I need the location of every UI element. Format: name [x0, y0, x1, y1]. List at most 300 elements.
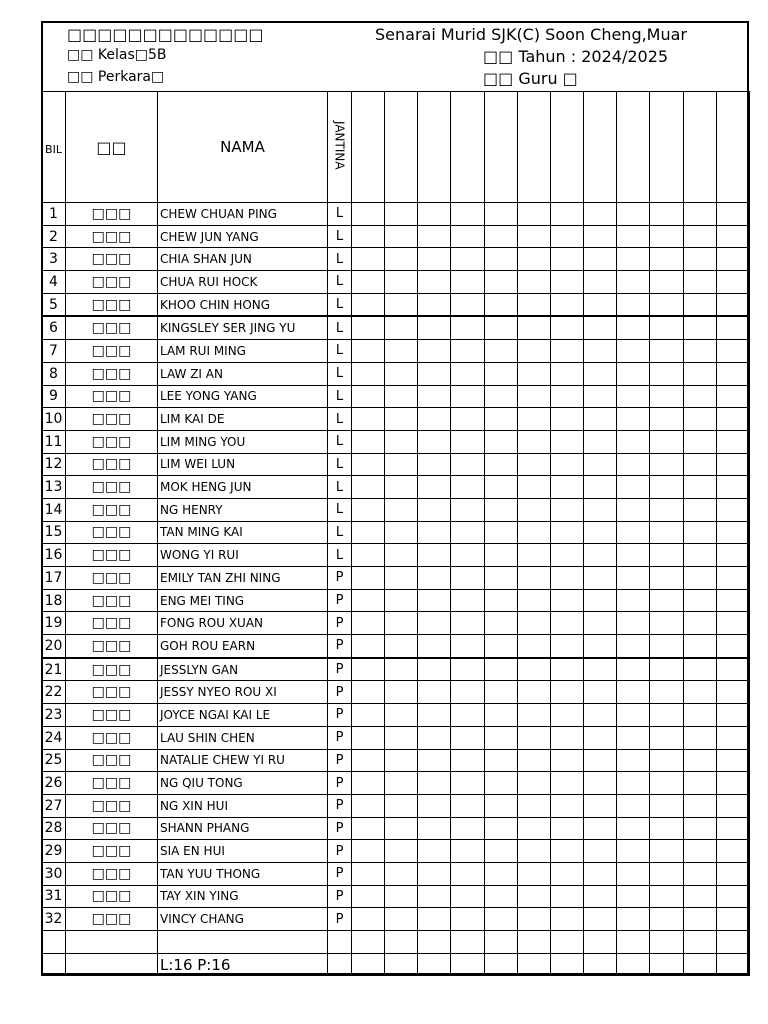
blank-cell[interactable] — [484, 521, 517, 544]
blank-cell[interactable] — [716, 794, 749, 817]
blank-cell[interactable] — [418, 749, 451, 772]
blank-cell[interactable] — [716, 726, 749, 749]
blank-cell[interactable] — [683, 385, 716, 408]
blank-cell[interactable] — [550, 271, 583, 294]
blank-cell[interactable] — [683, 635, 716, 658]
blank-cell[interactable] — [451, 340, 484, 363]
blank-cell[interactable] — [617, 635, 650, 658]
blank-cell[interactable] — [683, 521, 716, 544]
blank-cell[interactable] — [517, 612, 550, 635]
blank-cell[interactable] — [650, 203, 683, 226]
blank-cell[interactable] — [617, 794, 650, 817]
blank-cell[interactable] — [352, 248, 385, 271]
blank-cell[interactable] — [385, 840, 418, 863]
blank-cell[interactable] — [517, 749, 550, 772]
blank-cell[interactable] — [584, 293, 617, 316]
blank-cell[interactable] — [352, 476, 385, 499]
blank-cell[interactable] — [418, 248, 451, 271]
blank-cell[interactable] — [683, 476, 716, 499]
blank-cell[interactable] — [584, 908, 617, 931]
blank-cell[interactable] — [650, 248, 683, 271]
blank-cell[interactable] — [550, 612, 583, 635]
blank-cell[interactable] — [385, 316, 418, 339]
blank-cell[interactable] — [650, 817, 683, 840]
blank-cell[interactable] — [385, 749, 418, 772]
blank-cell[interactable] — [352, 749, 385, 772]
blank-cell[interactable] — [550, 203, 583, 226]
blank-cell[interactable] — [683, 885, 716, 908]
blank-cell[interactable] — [352, 203, 385, 226]
blank-cell[interactable] — [418, 408, 451, 431]
blank-cell[interactable] — [352, 544, 385, 567]
blank-cell[interactable] — [550, 908, 583, 931]
blank-cell[interactable] — [451, 658, 484, 681]
blank-cell[interactable] — [550, 885, 583, 908]
blank-cell[interactable] — [517, 203, 550, 226]
blank-cell[interactable] — [418, 681, 451, 704]
blank-cell[interactable] — [517, 567, 550, 590]
blank-cell[interactable] — [550, 862, 583, 885]
blank-cell[interactable] — [716, 430, 749, 453]
blank-cell[interactable] — [617, 453, 650, 476]
blank-cell[interactable] — [550, 817, 583, 840]
blank-cell[interactable] — [484, 248, 517, 271]
blank-cell[interactable] — [451, 817, 484, 840]
blank-cell[interactable] — [550, 635, 583, 658]
blank-cell[interactable] — [550, 589, 583, 612]
blank-cell[interactable] — [484, 430, 517, 453]
blank-cell[interactable] — [385, 271, 418, 294]
blank-cell[interactable] — [418, 794, 451, 817]
blank-cell[interactable] — [451, 772, 484, 795]
blank-cell[interactable] — [352, 658, 385, 681]
blank-cell[interactable] — [550, 340, 583, 363]
blank-cell[interactable] — [584, 885, 617, 908]
blank-cell[interactable] — [484, 453, 517, 476]
blank-cell[interactable] — [385, 635, 418, 658]
blank-cell[interactable] — [716, 885, 749, 908]
blank-cell[interactable] — [650, 544, 683, 567]
blank-cell[interactable] — [352, 225, 385, 248]
blank-cell[interactable] — [550, 658, 583, 681]
blank-cell[interactable] — [716, 498, 749, 521]
blank-cell[interactable] — [517, 362, 550, 385]
blank-cell[interactable] — [484, 316, 517, 339]
blank-cell[interactable] — [584, 340, 617, 363]
blank-cell[interactable] — [550, 385, 583, 408]
blank-cell[interactable] — [418, 293, 451, 316]
blank-cell[interactable] — [451, 612, 484, 635]
blank-cell[interactable] — [584, 794, 617, 817]
blank-cell[interactable] — [418, 862, 451, 885]
blank-cell[interactable] — [650, 704, 683, 727]
blank-cell[interactable] — [617, 362, 650, 385]
blank-cell[interactable] — [484, 225, 517, 248]
blank-cell[interactable] — [617, 749, 650, 772]
blank-cell[interactable] — [451, 248, 484, 271]
blank-cell[interactable] — [683, 453, 716, 476]
blank-cell[interactable] — [418, 635, 451, 658]
blank-cell[interactable] — [650, 726, 683, 749]
blank-cell[interactable] — [550, 453, 583, 476]
blank-cell[interactable] — [584, 658, 617, 681]
blank-cell[interactable] — [550, 794, 583, 817]
blank-cell[interactable] — [683, 567, 716, 590]
blank-cell[interactable] — [451, 544, 484, 567]
blank-cell[interactable] — [550, 521, 583, 544]
blank-cell[interactable] — [650, 340, 683, 363]
blank-cell[interactable] — [385, 567, 418, 590]
blank-cell[interactable] — [385, 203, 418, 226]
blank-cell[interactable] — [352, 453, 385, 476]
blank-cell[interactable] — [617, 885, 650, 908]
blank-cell[interactable] — [550, 681, 583, 704]
blank-cell[interactable] — [484, 385, 517, 408]
blank-cell[interactable] — [451, 635, 484, 658]
blank-cell[interactable] — [352, 430, 385, 453]
blank-cell[interactable] — [683, 362, 716, 385]
blank-cell[interactable] — [716, 316, 749, 339]
blank-cell[interactable] — [716, 840, 749, 863]
blank-cell[interactable] — [418, 362, 451, 385]
blank-cell[interactable] — [650, 749, 683, 772]
blank-cell[interactable] — [617, 589, 650, 612]
blank-cell[interactable] — [550, 704, 583, 727]
blank-cell[interactable] — [617, 521, 650, 544]
blank-cell[interactable] — [451, 840, 484, 863]
blank-cell[interactable] — [352, 362, 385, 385]
blank-cell[interactable] — [517, 794, 550, 817]
blank-cell[interactable] — [385, 817, 418, 840]
blank-cell[interactable] — [418, 840, 451, 863]
blank-cell[interactable] — [683, 726, 716, 749]
blank-cell[interactable] — [385, 658, 418, 681]
blank-cell[interactable] — [484, 749, 517, 772]
blank-cell[interactable] — [650, 885, 683, 908]
blank-cell[interactable] — [385, 293, 418, 316]
blank-cell[interactable] — [352, 340, 385, 363]
blank-cell[interactable] — [716, 817, 749, 840]
blank-cell[interactable] — [451, 589, 484, 612]
blank-cell[interactable] — [716, 248, 749, 271]
blank-cell[interactable] — [683, 225, 716, 248]
blank-cell[interactable] — [584, 749, 617, 772]
blank-cell[interactable] — [385, 340, 418, 363]
blank-cell[interactable] — [517, 772, 550, 795]
blank-cell[interactable] — [716, 340, 749, 363]
blank-cell[interactable] — [550, 430, 583, 453]
blank-cell[interactable] — [385, 885, 418, 908]
blank-cell[interactable] — [484, 293, 517, 316]
blank-cell[interactable] — [650, 658, 683, 681]
blank-cell[interactable] — [683, 248, 716, 271]
blank-cell[interactable] — [517, 658, 550, 681]
blank-cell[interactable] — [584, 476, 617, 499]
blank-cell[interactable] — [451, 430, 484, 453]
blank-cell[interactable] — [352, 589, 385, 612]
blank-cell[interactable] — [451, 726, 484, 749]
blank-cell[interactable] — [617, 316, 650, 339]
blank-cell[interactable] — [517, 453, 550, 476]
blank-cell[interactable] — [716, 385, 749, 408]
blank-cell[interactable] — [716, 567, 749, 590]
blank-cell[interactable] — [716, 521, 749, 544]
blank-cell[interactable] — [484, 840, 517, 863]
blank-cell[interactable] — [683, 794, 716, 817]
blank-cell[interactable] — [517, 248, 550, 271]
blank-cell[interactable] — [418, 567, 451, 590]
blank-cell[interactable] — [484, 885, 517, 908]
blank-cell[interactable] — [484, 340, 517, 363]
blank-cell[interactable] — [451, 908, 484, 931]
blank-cell[interactable] — [716, 749, 749, 772]
blank-cell[interactable] — [683, 271, 716, 294]
blank-cell[interactable] — [716, 704, 749, 727]
blank-cell[interactable] — [650, 772, 683, 795]
blank-cell[interactable] — [584, 225, 617, 248]
blank-cell[interactable] — [517, 340, 550, 363]
blank-cell[interactable] — [650, 316, 683, 339]
blank-cell[interactable] — [484, 908, 517, 931]
blank-cell[interactable] — [650, 862, 683, 885]
blank-cell[interactable] — [451, 293, 484, 316]
blank-cell[interactable] — [484, 635, 517, 658]
blank-cell[interactable] — [418, 498, 451, 521]
blank-cell[interactable] — [550, 225, 583, 248]
blank-cell[interactable] — [517, 908, 550, 931]
blank-cell[interactable] — [584, 408, 617, 431]
blank-cell[interactable] — [451, 749, 484, 772]
blank-cell[interactable] — [517, 885, 550, 908]
blank-cell[interactable] — [484, 589, 517, 612]
blank-cell[interactable] — [484, 203, 517, 226]
blank-cell[interactable] — [716, 908, 749, 931]
blank-cell[interactable] — [550, 362, 583, 385]
blank-cell[interactable] — [352, 681, 385, 704]
blank-cell[interactable] — [352, 316, 385, 339]
blank-cell[interactable] — [650, 589, 683, 612]
blank-cell[interactable] — [584, 840, 617, 863]
blank-cell[interactable] — [683, 498, 716, 521]
blank-cell[interactable] — [550, 408, 583, 431]
blank-cell[interactable] — [484, 476, 517, 499]
blank-cell[interactable] — [617, 817, 650, 840]
blank-cell[interactable] — [484, 862, 517, 885]
blank-cell[interactable] — [352, 408, 385, 431]
blank-cell[interactable] — [584, 498, 617, 521]
blank-cell[interactable] — [418, 316, 451, 339]
blank-cell[interactable] — [683, 772, 716, 795]
blank-cell[interactable] — [517, 544, 550, 567]
blank-cell[interactable] — [352, 726, 385, 749]
blank-cell[interactable] — [352, 704, 385, 727]
blank-cell[interactable] — [385, 362, 418, 385]
blank-cell[interactable] — [484, 612, 517, 635]
blank-cell[interactable] — [517, 476, 550, 499]
blank-cell[interactable] — [716, 225, 749, 248]
blank-cell[interactable] — [683, 544, 716, 567]
blank-cell[interactable] — [716, 476, 749, 499]
blank-cell[interactable] — [584, 271, 617, 294]
blank-cell[interactable] — [650, 908, 683, 931]
blank-cell[interactable] — [584, 248, 617, 271]
blank-cell[interactable] — [517, 316, 550, 339]
blank-cell[interactable] — [418, 430, 451, 453]
blank-cell[interactable] — [617, 340, 650, 363]
blank-cell[interactable] — [385, 681, 418, 704]
blank-cell[interactable] — [650, 612, 683, 635]
blank-cell[interactable] — [617, 544, 650, 567]
blank-cell[interactable] — [683, 658, 716, 681]
blank-cell[interactable] — [683, 908, 716, 931]
blank-cell[interactable] — [418, 340, 451, 363]
blank-cell[interactable] — [584, 362, 617, 385]
blank-cell[interactable] — [418, 521, 451, 544]
blank-cell[interactable] — [584, 589, 617, 612]
blank-cell[interactable] — [385, 476, 418, 499]
blank-cell[interactable] — [617, 248, 650, 271]
blank-cell[interactable] — [650, 271, 683, 294]
blank-cell[interactable] — [517, 521, 550, 544]
blank-cell[interactable] — [716, 635, 749, 658]
blank-cell[interactable] — [352, 271, 385, 294]
blank-cell[interactable] — [517, 430, 550, 453]
blank-cell[interactable] — [352, 612, 385, 635]
blank-cell[interactable] — [650, 476, 683, 499]
blank-cell[interactable] — [584, 567, 617, 590]
blank-cell[interactable] — [650, 498, 683, 521]
blank-cell[interactable] — [683, 817, 716, 840]
blank-cell[interactable] — [385, 498, 418, 521]
blank-cell[interactable] — [352, 772, 385, 795]
blank-cell[interactable] — [683, 316, 716, 339]
blank-cell[interactable] — [650, 521, 683, 544]
blank-cell[interactable] — [352, 862, 385, 885]
blank-cell[interactable] — [716, 862, 749, 885]
blank-cell[interactable] — [550, 498, 583, 521]
blank-cell[interactable] — [617, 567, 650, 590]
blank-cell[interactable] — [617, 840, 650, 863]
blank-cell[interactable] — [617, 430, 650, 453]
blank-cell[interactable] — [617, 293, 650, 316]
blank-cell[interactable] — [451, 385, 484, 408]
blank-cell[interactable] — [352, 817, 385, 840]
blank-cell[interactable] — [517, 225, 550, 248]
blank-cell[interactable] — [650, 430, 683, 453]
blank-cell[interactable] — [418, 885, 451, 908]
blank-cell[interactable] — [451, 362, 484, 385]
blank-cell[interactable] — [683, 293, 716, 316]
blank-cell[interactable] — [517, 498, 550, 521]
blank-cell[interactable] — [584, 635, 617, 658]
blank-cell[interactable] — [550, 544, 583, 567]
blank-cell[interactable] — [385, 589, 418, 612]
blank-cell[interactable] — [385, 612, 418, 635]
blank-cell[interactable] — [683, 749, 716, 772]
blank-cell[interactable] — [584, 681, 617, 704]
blank-cell[interactable] — [484, 362, 517, 385]
blank-cell[interactable] — [584, 726, 617, 749]
blank-cell[interactable] — [418, 453, 451, 476]
blank-cell[interactable] — [418, 612, 451, 635]
blank-cell[interactable] — [418, 385, 451, 408]
blank-cell[interactable] — [683, 612, 716, 635]
blank-cell[interactable] — [352, 885, 385, 908]
blank-cell[interactable] — [385, 385, 418, 408]
blank-cell[interactable] — [517, 840, 550, 863]
blank-cell[interactable] — [683, 681, 716, 704]
blank-cell[interactable] — [683, 862, 716, 885]
blank-cell[interactable] — [716, 408, 749, 431]
blank-cell[interactable] — [484, 271, 517, 294]
blank-cell[interactable] — [550, 248, 583, 271]
blank-cell[interactable] — [617, 908, 650, 931]
blank-cell[interactable] — [584, 612, 617, 635]
blank-cell[interactable] — [584, 862, 617, 885]
blank-cell[interactable] — [716, 658, 749, 681]
blank-cell[interactable] — [484, 681, 517, 704]
blank-cell[interactable] — [451, 521, 484, 544]
blank-cell[interactable] — [584, 203, 617, 226]
blank-cell[interactable] — [650, 635, 683, 658]
blank-cell[interactable] — [385, 453, 418, 476]
blank-cell[interactable] — [451, 498, 484, 521]
blank-cell[interactable] — [451, 704, 484, 727]
blank-cell[interactable] — [418, 772, 451, 795]
blank-cell[interactable] — [550, 316, 583, 339]
blank-cell[interactable] — [550, 840, 583, 863]
blank-cell[interactable] — [584, 817, 617, 840]
blank-cell[interactable] — [617, 862, 650, 885]
blank-cell[interactable] — [650, 385, 683, 408]
blank-cell[interactable] — [418, 544, 451, 567]
blank-cell[interactable] — [418, 908, 451, 931]
blank-cell[interactable] — [385, 248, 418, 271]
blank-cell[interactable] — [584, 772, 617, 795]
blank-cell[interactable] — [418, 817, 451, 840]
blank-cell[interactable] — [484, 772, 517, 795]
blank-cell[interactable] — [650, 567, 683, 590]
blank-cell[interactable] — [385, 794, 418, 817]
blank-cell[interactable] — [484, 658, 517, 681]
blank-cell[interactable] — [484, 726, 517, 749]
blank-cell[interactable] — [716, 271, 749, 294]
blank-cell[interactable] — [517, 271, 550, 294]
blank-cell[interactable] — [650, 362, 683, 385]
blank-cell[interactable] — [550, 772, 583, 795]
blank-cell[interactable] — [385, 544, 418, 567]
blank-cell[interactable] — [716, 612, 749, 635]
blank-cell[interactable] — [617, 612, 650, 635]
blank-cell[interactable] — [617, 498, 650, 521]
blank-cell[interactable] — [584, 521, 617, 544]
blank-cell[interactable] — [517, 862, 550, 885]
blank-cell[interactable] — [451, 453, 484, 476]
blank-cell[interactable] — [418, 203, 451, 226]
blank-cell[interactable] — [418, 271, 451, 294]
blank-cell[interactable] — [385, 408, 418, 431]
blank-cell[interactable] — [385, 772, 418, 795]
blank-cell[interactable] — [385, 521, 418, 544]
blank-cell[interactable] — [385, 430, 418, 453]
blank-cell[interactable] — [451, 476, 484, 499]
blank-cell[interactable] — [484, 408, 517, 431]
blank-cell[interactable] — [716, 544, 749, 567]
blank-cell[interactable] — [716, 589, 749, 612]
blank-cell[interactable] — [517, 635, 550, 658]
blank-cell[interactable] — [352, 521, 385, 544]
blank-cell[interactable] — [550, 476, 583, 499]
